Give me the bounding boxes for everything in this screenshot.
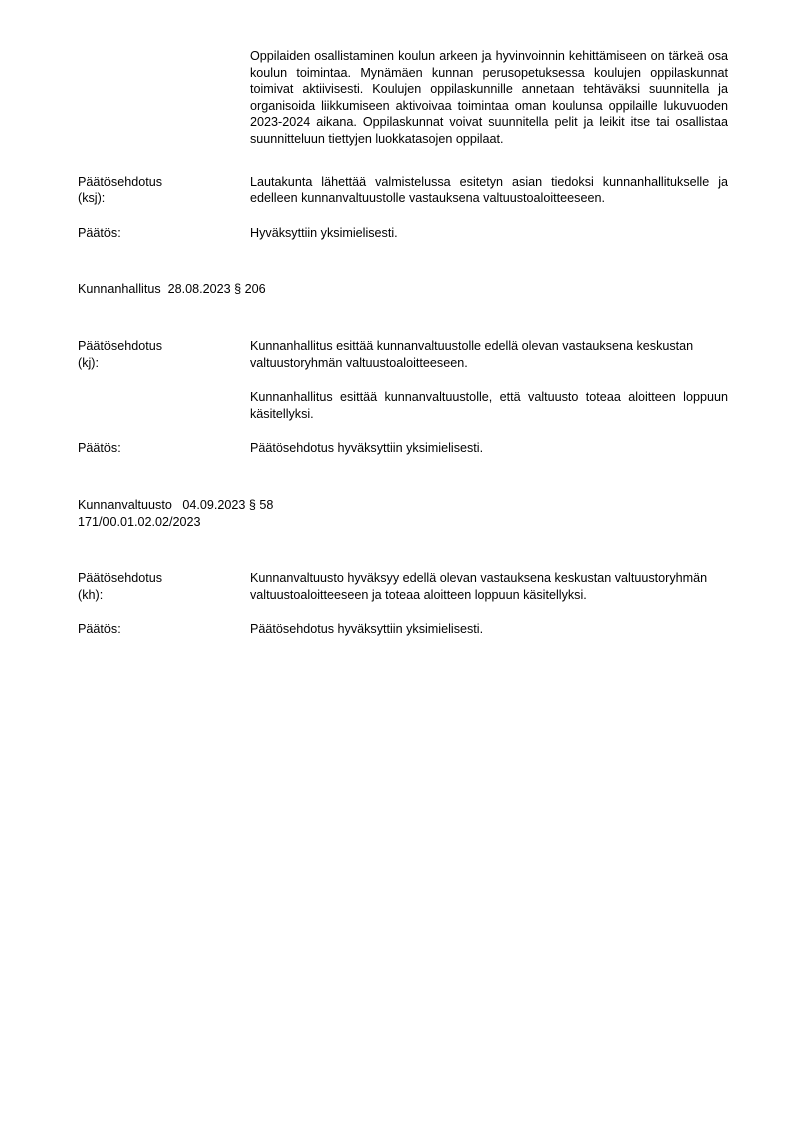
section-paatosehdotus-kj [78,338,734,371]
section-label [78,174,250,207]
section-body: Lautakunta lähettää valmistelussa esitetyn asian tiedoksi kunnanhallitukselle ja edelleen kunnanvaltuustolle vastauksena valtuustoaloitteeseen. [250,174,728,206]
section-body: Päätösehdotus hyväksyttiin yksimielisesti. [250,622,484,637]
intro-paragraph: Oppilaiden osallistaminen koulun arkeen ja hyvinvoinnin kehittämiseen on tärkeä osa koulun toimintaa. Mynämäen kunnan perusopetuksessa koulujen oppilaskunnat toimivat aktiivisesti. Koulujen oppilaskunnille annetaan tehtäväksi suunnitella ja organisoida liikkumiseen aktivoivaa toimintaa oman koulunsa oppilaille lukuvuoden 2023-2024 aikana. Oppilaskunnat voivat suunnitella pelit ja leikit itse tai osallistaa suunnitteluun tiettyjen luokkatasojen oppilaat. [250,49,728,146]
section-label-line1: Päätös: [78,441,121,456]
paragraph-kunnanhallitus-esitys: Kunnanhallitus esittää kunnanvaltuustolle, että valtuusto toteaa aloitteen loppuun käsitellyksi. [250,390,728,421]
section-paatos-1 [78,225,734,242]
section-label [78,621,250,638]
section-label-line1: Päätösehdotus [78,174,163,189]
section-paatos-3 [78,621,734,638]
section-label-line2: (ksj): [78,191,106,206]
section-paatos-2 [78,440,734,457]
section-paatosehdotus-ksj [78,174,734,207]
section-label [78,440,250,457]
heading-kunnanhallitus: Kunnanhallitus 28.08.2023 § 206 [78,282,266,297]
section-label-line1: Päätös: [78,622,121,637]
section-label-line2: (kj): [78,355,99,370]
section-body: Hyväksyttiin yksimielisesti. [250,225,398,240]
section-paatosehdotus-kh [78,570,734,603]
heading-line-1: Kunnanvaltuusto 04.09.2023 § 58 [78,497,274,512]
section-label-line2: (kh): [78,587,104,602]
section-label [78,225,250,242]
section-body: Kunnanvaltuusto hyväksyy edellä olevan vastauksena keskustan valtuustoryhmän valtuustoaloitteeseen ja toteaa aloitteen loppuun käsitellyksi. [250,571,708,602]
intro-row [78,48,734,148]
section-label-line1: Päätösehdotus [78,571,163,586]
section-body: Päätösehdotus hyväksyttiin yksimielisesti. [250,441,484,456]
section-label-line1: Päätös: [78,225,121,240]
section-label [78,570,250,603]
section-label [78,338,250,371]
heading-line-2: 171/00.01.02.02/2023 [78,514,201,529]
section-body: Kunnanhallitus esittää kunnanvaltuustolle edellä olevan vastauksena keskustan valtuustoryhmän valtuustoaloitteeseen. [250,338,694,370]
heading-kunnanvaltuusto [78,497,734,530]
section-label-line1: Päätösehdotus [78,338,163,353]
